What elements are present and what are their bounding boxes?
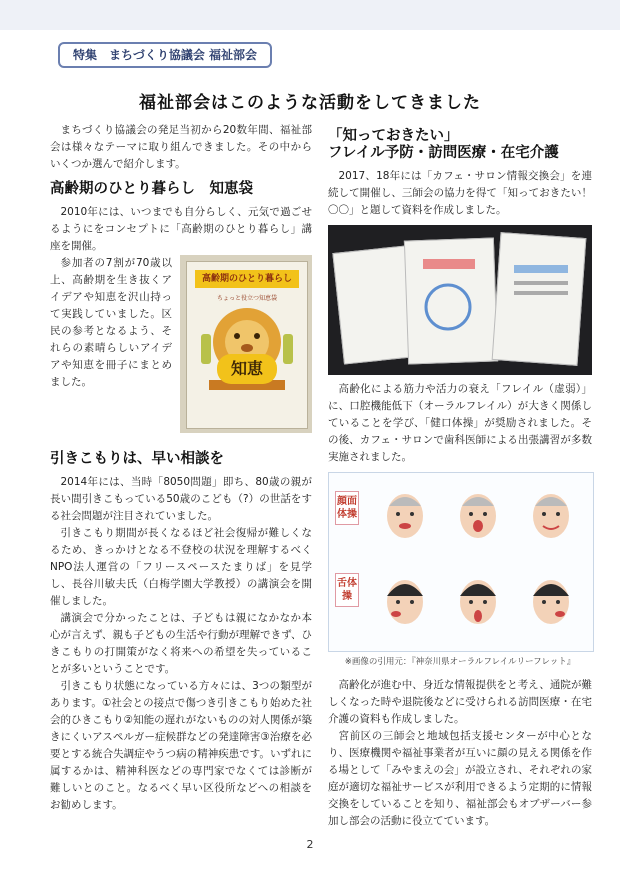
section-heading-living-alone: 高齢期のひとり暮らし 知恵袋 bbox=[50, 181, 253, 197]
face-icon bbox=[381, 572, 429, 628]
booklet-photo bbox=[180, 255, 312, 433]
image-credit: ※画像の引用元：『神奈川県オーラルフレイルリーフレット』 bbox=[344, 657, 576, 667]
lion-illustration-icon bbox=[187, 262, 307, 412]
page-title: 福祉部会はこのような活動をしてきました bbox=[139, 93, 481, 113]
frailty-paragraph-3: 高齢化が進む中、身近な情報提供をと考え、通院が難しくなった時や退院後などに受けられる訪問医療・在宅介護の資料も作成しました。 bbox=[328, 679, 592, 725]
face-icon bbox=[454, 572, 502, 628]
frailty-paragraph-4: 宮前区の三師会と地域包括支援センターが中心となり、医療機関や福祉事業者が互いに顔の見える関係を作る場として「みやまえの会」が設立され、それぞれの家庭が適切な福祉サービスが利用できるよう定期的に情報交換をしていることを知り、福祉部会もオブザーバー参加し部会の活動に役立てています。 bbox=[328, 730, 592, 827]
living-alone-paragraph-2: 参加者の7割が70歳以上、高齢期を生き抜くアイデアや知恵を沢山持って実践していました。区民の参考となるよう、それらの素晴らしいアイデアや知恵を冊子にまとめました。 bbox=[50, 257, 172, 388]
feature-label: 特集 まちづくり協議会 福祉部会 bbox=[58, 42, 272, 68]
right-column bbox=[328, 122, 592, 830]
materials-photo bbox=[328, 225, 592, 375]
hikikomori-paragraph-3: 講演会で分かったことは、子どもは親になかなか本心が言えず、親も子どもの生活や行動が理解できず、ひきこもりの打開策がなく将来への希望を失っていることが多いということです。 bbox=[50, 612, 312, 675]
frailty-paragraph-2: 高齢化による筋力や活力の衰え「フレイル（虚弱）」に、口腔機能低下（オーラルフレイル）が大きく関係していることを学び、「健口体操」が奨励されました。その後、カフェ・サロンで歯科医師による出張講習が多数実施されました。 bbox=[328, 383, 592, 463]
page-number: 2 bbox=[306, 838, 314, 851]
face-exercise-label: 顔面体操 bbox=[335, 491, 359, 525]
booklet-cover bbox=[186, 261, 308, 429]
living-alone-paragraph-1: 2010年には、いつまでも自分らしく、元気で過ごせるようにをコンセプトに「高齢期のひとり暮らし」講座を開催。 bbox=[50, 206, 312, 252]
frailty-paragraph-1: 2017、18年には「カフェ・サロン情報交換会」を連続して開催し、三師会の協力を得て「知っておきたい！〇〇」と題して資料を作成しました。 bbox=[328, 170, 592, 216]
tongue-exercise-row bbox=[369, 569, 587, 631]
face-icon bbox=[527, 486, 575, 542]
section-heading-frailty-line1: 「知っておきたい」 bbox=[328, 128, 459, 144]
section-heading-hikikomori: 引きこもりは、早い相談を bbox=[50, 451, 224, 467]
chart-on-sheet-icon bbox=[328, 225, 592, 375]
face-icon bbox=[527, 572, 575, 628]
hikikomori-paragraph-1: 2014年には、当時「8050問題」即ち、80歳の親が長い間引きこもっている50歳のこども（?）の世話をする社会問題が注目されていました。 bbox=[50, 476, 312, 522]
hikikomori-paragraph-4: 引きこもり状態になっている方々には、3つの類型があります。①社会との接点で傷つき引きこもり始めた社会的ひきこもり②知能の遅れがないものの対人関係が築きにくいアスペルガー症候群などの発達障害③治療を必要とする統合失調症やうつ病の精神疾患です。いずれに属するかは、精神科医などの専門家でなくては診断が難しいとのこと。なるべく早い区役所などへの相談をお勧めします。 bbox=[50, 680, 312, 811]
booklet-chie-label: 知恵 bbox=[217, 354, 277, 384]
intro-paragraph: まちづくり協議会の発足当初から20数年間、福祉部会は様々なテーマに取り組んできました。その中からいくつか選んで紹介します。 bbox=[50, 124, 312, 170]
top-band bbox=[0, 0, 620, 30]
tongue-exercise-label: 舌体操 bbox=[335, 573, 359, 607]
booklet-subtitle: ちょっと役立つ知恵袋 bbox=[216, 295, 277, 302]
section-heading-frailty-line2: フレイル予防・訪問医療・在宅介護 bbox=[328, 145, 559, 161]
left-column bbox=[50, 122, 312, 814]
face-icon bbox=[381, 486, 429, 542]
hikikomori-paragraph-2: 引きこもり期間が長くなるほど社会復帰が難しくなるため、きっかけとなる不登校の状況を理解するべくNPO法人運営の「フリースペースたまりば」を見学し、長谷川敏夫氏（白梅学園大学教授）の講演会を開催しました。 bbox=[50, 527, 312, 607]
face-icon bbox=[454, 486, 502, 542]
booklet-title: 高齢期のひとり暮らし bbox=[195, 270, 299, 288]
oral-exercise-illustration bbox=[328, 472, 594, 652]
face-exercise-row bbox=[369, 483, 587, 545]
